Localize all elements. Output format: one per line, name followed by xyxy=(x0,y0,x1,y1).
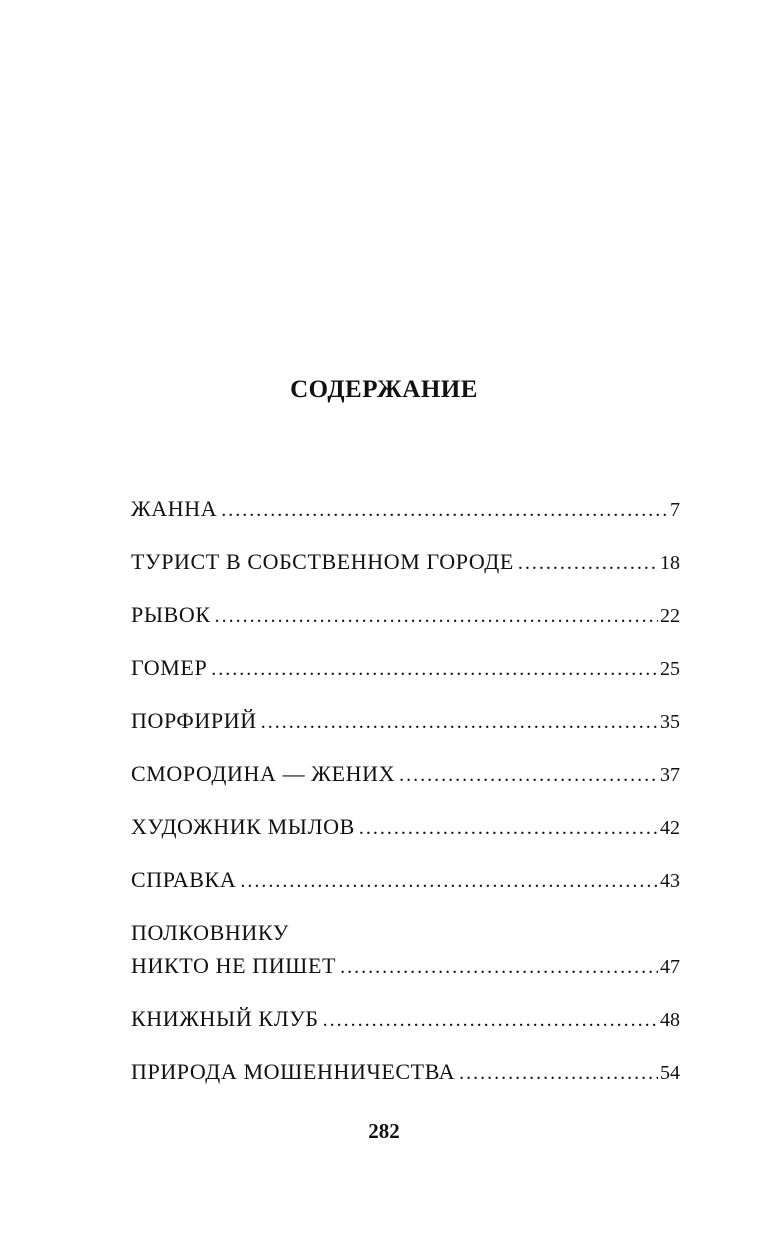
toc-page-number: 7 xyxy=(670,499,680,521)
toc-entry xyxy=(131,1055,680,1090)
toc-entry xyxy=(131,704,680,739)
toc-entry-title: СПРАВКА xyxy=(131,867,237,892)
table-of-contents xyxy=(131,492,680,1108)
toc-line xyxy=(131,863,680,898)
toc-line xyxy=(131,598,680,633)
toc-line xyxy=(131,949,680,984)
dot-leader xyxy=(236,865,658,898)
toc-entry-title: ПОРФИРИЙ xyxy=(131,708,257,733)
page-title: СОДЕРЖАНИЕ xyxy=(290,376,478,403)
dot-leader xyxy=(355,812,658,845)
toc-entry xyxy=(131,916,680,984)
toc-page-number: 22 xyxy=(660,605,680,627)
dot-leader xyxy=(455,1057,658,1090)
toc-entry xyxy=(131,545,680,580)
toc-entry-title: ЖАННА xyxy=(131,496,218,521)
toc-line xyxy=(131,1002,680,1037)
toc-entry-title: СМОРОДИНА — ЖЕНИХ xyxy=(131,761,396,786)
dot-leader xyxy=(395,759,658,792)
toc-entry xyxy=(131,810,680,845)
toc-page-number: 43 xyxy=(660,870,680,892)
toc-entry xyxy=(131,1002,680,1037)
toc-line xyxy=(131,545,680,580)
toc-entry-title: РЫВОК xyxy=(131,602,211,627)
toc-entry xyxy=(131,651,680,686)
toc-entry-title: ТУРИСТ В СОБСТВЕННОМ ГОРОДЕ xyxy=(131,549,514,574)
toc-entry-title: КНИЖНЫЙ КЛУБ xyxy=(131,1006,319,1031)
dot-leader xyxy=(514,547,658,580)
toc-line xyxy=(131,651,680,686)
toc-line xyxy=(131,1055,680,1090)
toc-entry-title: ПРИРОДА МОШЕННИЧЕСТВА xyxy=(131,1059,456,1084)
toc-page-number: 35 xyxy=(660,711,680,733)
dot-leader xyxy=(336,951,658,984)
dot-leader xyxy=(217,494,668,527)
toc-entry xyxy=(131,492,680,527)
page-number: 282 xyxy=(368,1119,400,1143)
toc-entry xyxy=(131,757,680,792)
dot-leader xyxy=(257,706,658,739)
dot-leader xyxy=(207,653,658,686)
toc-page-number: 54 xyxy=(660,1062,680,1084)
toc-page-number: 48 xyxy=(660,1009,680,1031)
toc-page-number: 25 xyxy=(660,658,680,680)
toc-page-number: 42 xyxy=(660,817,680,839)
toc-line xyxy=(131,810,680,845)
toc-entry xyxy=(131,598,680,633)
toc-entry-title: НИКТО НЕ ПИШЕТ xyxy=(131,953,337,978)
toc-entry-title-first-line: ПОЛКОВНИКУ xyxy=(131,920,289,945)
toc-page-number: 18 xyxy=(660,552,680,574)
dot-leader xyxy=(211,600,658,633)
toc-page-number: 47 xyxy=(660,956,680,978)
dot-leader xyxy=(319,1004,658,1037)
toc-line xyxy=(131,704,680,739)
toc-line xyxy=(131,757,680,792)
toc-line xyxy=(131,492,680,527)
toc-entry-title: ХУДОЖНИК МЫЛОВ xyxy=(131,814,355,839)
toc-entry-title: ГОМЕР xyxy=(131,655,208,680)
toc-entry xyxy=(131,863,680,898)
toc-page-number: 37 xyxy=(660,764,680,786)
